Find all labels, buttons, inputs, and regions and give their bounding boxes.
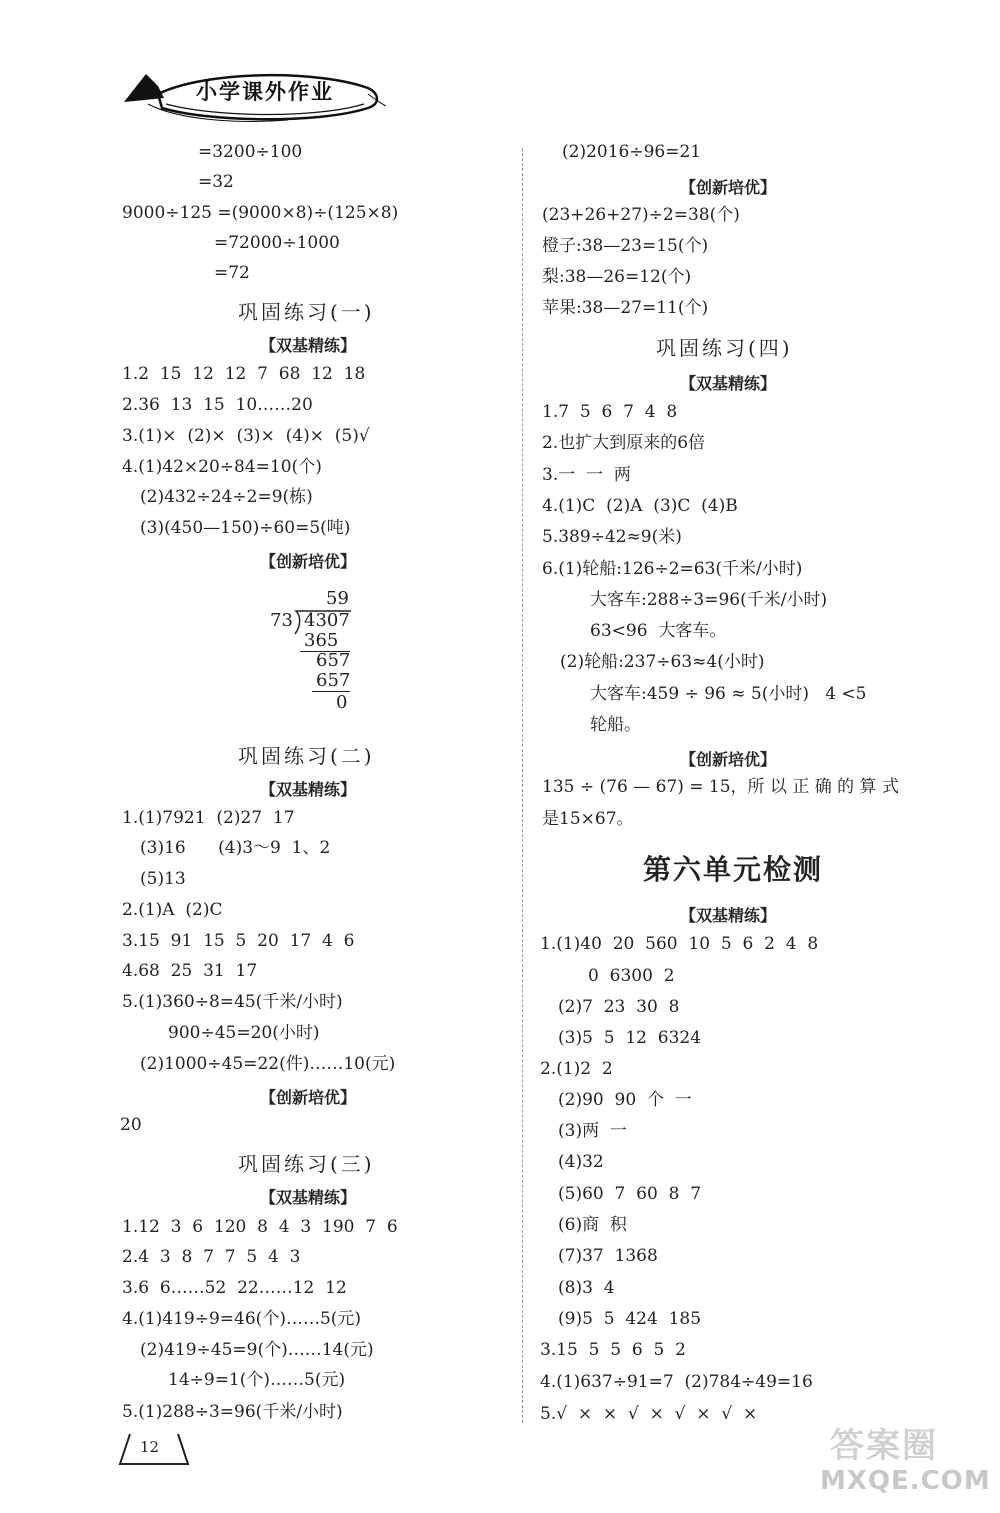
answer-line: 3.一 一 两 (542, 465, 631, 485)
answer-line: 5.(1)360÷8=45(千米/小时) (122, 992, 343, 1012)
section-title: 巩固练习(四) (656, 336, 793, 360)
answer-line: (4)32 (558, 1152, 604, 1172)
division-divisor: 73 (270, 610, 293, 631)
intro-line: =3200÷100 (198, 142, 303, 162)
division-dividend: 4307 (304, 610, 350, 631)
subsection-title: 【创新培优】 (680, 178, 777, 197)
answer-line: (2)7 23 30 8 (558, 997, 680, 1017)
subsection-title: 【创新培优】 (680, 750, 777, 769)
subsection-title: 【创新培优】 (260, 1088, 357, 1107)
watermark-url: MXQE.COM (820, 1466, 991, 1496)
answer-line: 2.36 13 15 10……20 (122, 395, 313, 415)
intro-line: =32 (198, 172, 234, 192)
intro-line: =72 (214, 263, 250, 283)
answer-line: (3)16 (4)3～9 1、2 (140, 838, 331, 858)
answer-line: 2.(1)2 2 (540, 1059, 613, 1079)
answer-line: 63<96 大客车。 (590, 621, 727, 641)
answer-line: (3)两 一 (558, 1121, 627, 1141)
answer-line: (5)60 7 60 8 7 (558, 1184, 702, 1204)
answer-line: (6)商 积 (558, 1215, 627, 1235)
division-remainder: 0 (336, 692, 348, 713)
section-title: 巩固练习(二) (238, 744, 375, 768)
subsection-title: 【双基精练】 (260, 336, 357, 355)
answer-line: 橙子:38—23=15(个) (542, 236, 709, 256)
division-step: 657 (316, 670, 351, 691)
answer-line: (2)432÷24÷2=9(栋) (140, 487, 313, 507)
division-step: 657 (316, 650, 351, 671)
answer-line: 1.2 15 12 12 7 68 12 18 (122, 364, 366, 384)
subsection-title: 【双基精练】 (680, 906, 777, 925)
answer-line: 6.(1)轮船:126÷2=63(千米/小时) (542, 559, 803, 579)
answer-line: 5.389÷42≈9(米) (542, 527, 682, 547)
answer-line: 2.4 3 8 7 7 5 4 3 (122, 1247, 301, 1267)
answer-line: 苹果:38—27=11(个) (542, 298, 709, 318)
section-title: 巩固练习(三) (238, 1152, 375, 1176)
header-banner (118, 64, 388, 130)
answer-line: 是15×67。 (542, 809, 634, 829)
division-step: 365 (304, 630, 339, 651)
answer-line: 2.(1)A (2)C (122, 900, 223, 920)
page-number: 12 (140, 1438, 160, 1456)
answer-line: 14÷9=1(个)……5(元) (168, 1370, 346, 1390)
answer-line: (2)轮船:237÷63≈4(小时) (560, 652, 765, 672)
answer-line: 1.(1)7921 (2)27 17 (122, 808, 295, 828)
answer-line: (5)13 (140, 869, 186, 889)
answer-line: 3.15 5 5 6 5 2 (540, 1340, 686, 1360)
column-divider (522, 148, 523, 1423)
division-quotient: 59 (326, 588, 349, 609)
answer-line: (2)2016÷96=21 (562, 142, 702, 162)
answer-line: 3.6 6……52 22……12 12 (122, 1278, 347, 1298)
answer-line: (8)3 4 (558, 1278, 615, 1298)
watermark-logo-text: 答案圈 (830, 1426, 938, 1466)
answer-line: 4.68 25 31 17 (122, 961, 258, 981)
answer-line: 大客车:459 ÷ 96 ≈ 5(小时) 4 <5 (590, 684, 867, 704)
answer-line: 1.7 5 6 7 4 8 (542, 402, 678, 422)
answer-line: 0 6300 2 (588, 966, 675, 986)
watermark (820, 1418, 995, 1508)
answer-line: (2)1000÷45=22(件)……10(元) (140, 1054, 396, 1074)
answer-line: (3)5 5 12 6324 (558, 1028, 702, 1048)
answer-line: (9)5 5 424 185 (558, 1309, 702, 1329)
answer-line: 大客车:288÷3=96(千米/小时) (590, 590, 828, 610)
subsection-title: 【双基精练】 (260, 780, 357, 799)
answer-line: (7)37 1368 (558, 1246, 658, 1266)
intro-line: =72000÷1000 (214, 233, 340, 253)
header-title: 小学课外作业 (196, 80, 334, 104)
answer-line: 900÷45=20(小时) (168, 1023, 320, 1043)
answer-line: 5.√ × × √ × √ × √ × (540, 1404, 758, 1424)
answer-line: (2)419÷45=9(个)……14(元) (140, 1340, 374, 1360)
page-number-box (118, 1432, 190, 1468)
answer-line: 135 ÷ (76 — 67) = 15，所 以 正 确 的 算 式 (542, 777, 899, 797)
subsection-title: 【双基精练】 (260, 1188, 357, 1207)
subsection-title: 【创新培优】 (260, 552, 357, 571)
answer-line: 4.(1)637÷91=7 (2)784÷49=16 (540, 1372, 813, 1392)
answer-line: 20 (120, 1115, 142, 1135)
unit-test-title: 第六单元检测 (643, 853, 824, 886)
section-title: 巩固练习(一) (238, 300, 375, 324)
answer-line: (23+26+27)÷2=38(个) (542, 205, 740, 225)
answer-line: 5.(1)288÷3=96(千米/小时) (122, 1402, 343, 1422)
subsection-title: 【双基精练】 (680, 374, 777, 393)
answer-line: 轮船。 (590, 715, 641, 735)
answer-line: 1.(1)40 20 560 10 5 6 2 4 8 (540, 934, 819, 954)
answer-line: 4.(1)C (2)A (3)C (4)B (542, 496, 738, 516)
answer-line: 4.(1)42×20÷84=10(个) (122, 457, 322, 477)
answer-line: 4.(1)419÷9=46(个)……5(元) (122, 1309, 362, 1329)
answer-line: (3)(450—150)÷60=5(吨) (140, 518, 351, 538)
intro-line: 9000÷125 =(9000×8)÷(125×8) (122, 203, 399, 223)
answer-line: 3.(1)× (2)× (3)× (4)× (5)√ (122, 426, 370, 446)
answer-line: (2)90 90 个 一 (558, 1090, 692, 1110)
answer-line: 1.12 3 6 120 8 4 3 190 7 6 (122, 1217, 398, 1237)
answer-line: 梨:38—26=12(个) (542, 267, 692, 287)
answer-line: 3.15 91 15 5 20 17 4 6 (122, 931, 355, 951)
answer-line: 2.也扩大到原来的6倍 (542, 433, 706, 453)
